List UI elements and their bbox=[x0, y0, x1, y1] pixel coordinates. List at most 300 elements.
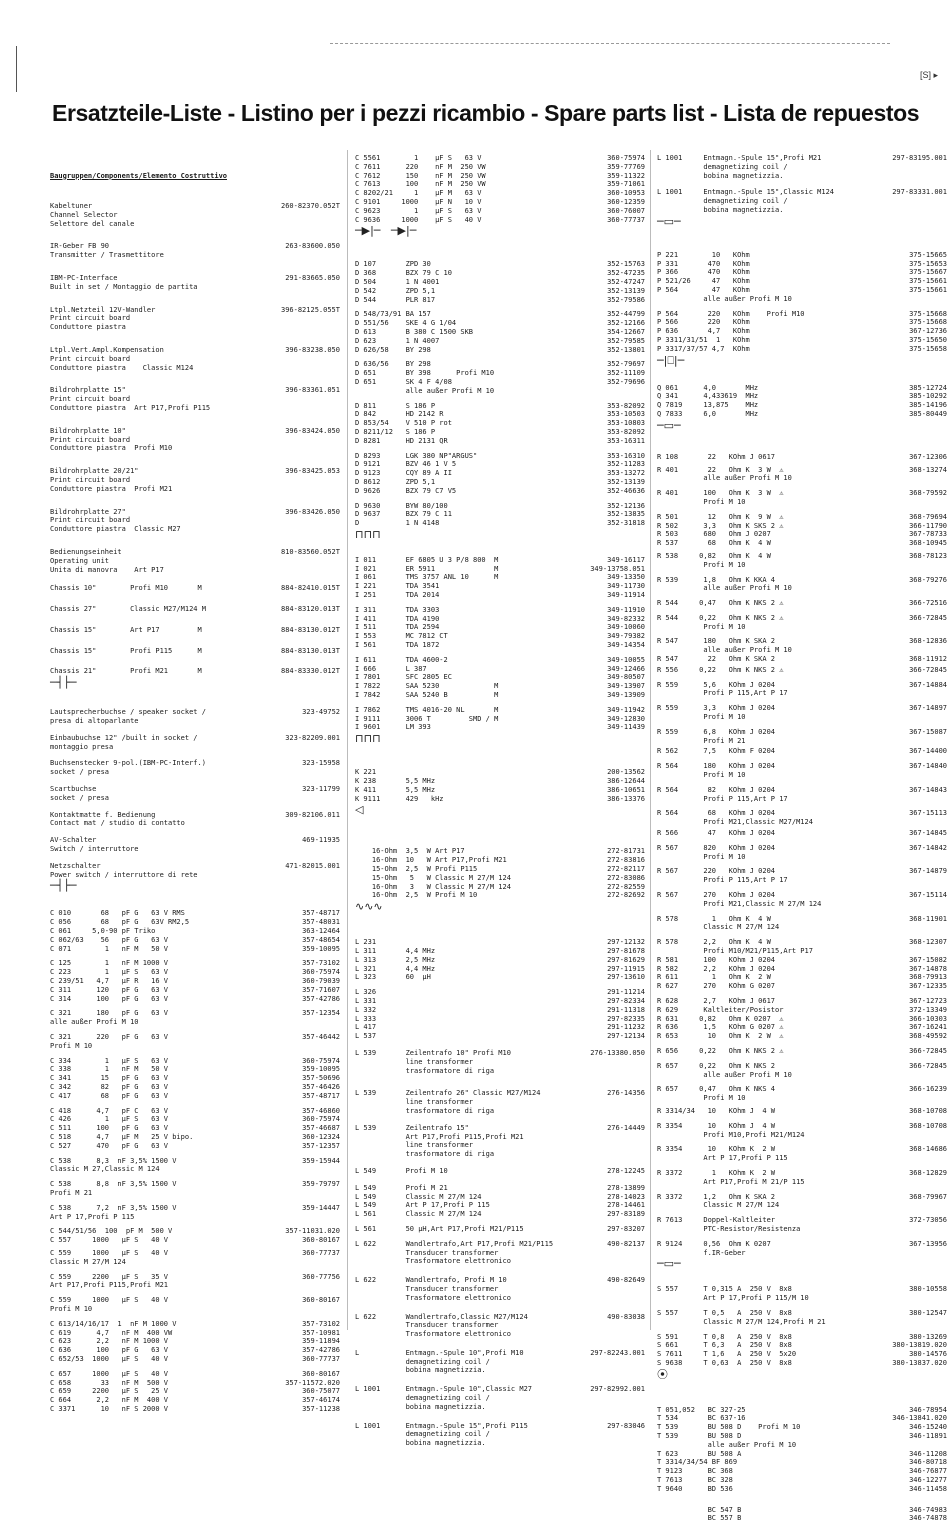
part-description: L 326 bbox=[355, 988, 377, 997]
part-description: D 548/73/91 BA 157 bbox=[355, 310, 431, 319]
part-description: R 3372 1,2 Ohm K SKA 2 Classic M 27/M 124 bbox=[657, 1192, 780, 1210]
fuse-symbol-icon: ─▭─ bbox=[657, 1257, 681, 1271]
part-entry bbox=[355, 847, 645, 856]
part-description: C 062/63 56 pF G 63 V bbox=[50, 935, 169, 944]
part-entry bbox=[355, 1089, 645, 1115]
part-entry bbox=[50, 1204, 340, 1222]
part-entry bbox=[657, 1062, 947, 1080]
part-description: Ltpl.Vert.Ampl.Kompensation Print circuit board Conduttore piastra Classic M124 bbox=[50, 345, 194, 372]
part-description: L Entmagn.-Spule 10",Profi M10 demagnetizing coil / bobina magnetizzia. bbox=[355, 1348, 524, 1375]
part-description: R 401 22 Ohm K 3 W ⚠ alle außer Profi M 10 bbox=[657, 465, 792, 483]
part-entry bbox=[355, 310, 645, 319]
part-description: IR-Geber FB 90 Transmitter / Trasmettitore bbox=[50, 242, 164, 260]
part-number: 357-48031 bbox=[302, 918, 340, 927]
part-entry bbox=[355, 883, 645, 892]
part-entry bbox=[657, 1406, 947, 1415]
part-entry bbox=[50, 242, 340, 260]
part-description: D 9637 BZX 79 C 11 bbox=[355, 510, 452, 519]
part-entry bbox=[50, 1074, 340, 1083]
part-description: C 9636 1000 µF S 40 V bbox=[355, 215, 482, 224]
part-entry bbox=[657, 1169, 947, 1187]
part-number: 359-10095 bbox=[302, 944, 340, 953]
part-entry bbox=[355, 973, 645, 982]
part-description: R 582 2,2 KOhm J 0204 bbox=[657, 964, 776, 973]
part-number: 360-80167 bbox=[302, 1236, 340, 1245]
part-description: C 8202/21 1 µF M 63 V bbox=[355, 189, 482, 198]
part-description: L 539 Zeilentrafo 10" Profi M10 line transformer trasformatore di riga bbox=[355, 1048, 511, 1075]
part-entry bbox=[657, 345, 947, 354]
part-number: 354-12667 bbox=[607, 327, 645, 336]
part-description: R 7613 Doppel-Kaltleiter PTC-Resistor/Resistenza bbox=[657, 1216, 801, 1233]
part-number: 349-11910 bbox=[607, 605, 645, 614]
part-description: Ltpl.Netzteil 12V-Wandler Print circuit board Conduttore piastra bbox=[50, 305, 156, 332]
part-description: C 511 100 pF G 63 V bbox=[50, 1124, 169, 1133]
part-entry bbox=[657, 1458, 947, 1467]
part-entry bbox=[657, 844, 947, 862]
part-description: R 653 10 Ohm K 2 W ⚠ bbox=[657, 1032, 784, 1041]
part-entry bbox=[355, 519, 645, 528]
part-description: L 321 4,4 MHz bbox=[355, 964, 436, 973]
part-number: 357-48654 bbox=[302, 935, 340, 944]
part-number: 375-15665 bbox=[909, 250, 947, 259]
part-number: 357-11031.020 bbox=[285, 1227, 340, 1236]
part-description: L 1001 Entmagn.-Spule 15",Classic M124 demagnetizing coil / bobina magnetizzia. bbox=[657, 188, 835, 214]
part-entry bbox=[355, 1006, 645, 1015]
part-entry bbox=[657, 867, 947, 885]
part-entry bbox=[50, 548, 340, 574]
part-entry bbox=[657, 1122, 947, 1140]
part-entry bbox=[50, 968, 340, 977]
part-description: T 9123 BC 368 bbox=[657, 1467, 733, 1476]
part-entry bbox=[657, 1476, 947, 1485]
part-entry bbox=[355, 278, 645, 287]
part-number: 349-11942 bbox=[607, 705, 645, 714]
part-number: 469-11935 bbox=[302, 836, 340, 845]
part-entry bbox=[50, 667, 340, 676]
part-description: D 504 1 N 4001 bbox=[355, 277, 440, 286]
part-description: L 539 Zeilentrafo 15" Art P17,Profi P115,Profi M21 line transformer trasformatore di riga bbox=[355, 1123, 524, 1159]
part-number: 386-12644 bbox=[607, 777, 645, 786]
part-entry bbox=[355, 1240, 645, 1266]
part-entry bbox=[355, 216, 645, 225]
part-number: 367-14400 bbox=[909, 747, 947, 756]
part-number: 276-14356 bbox=[607, 1089, 645, 1098]
part-entry bbox=[657, 1359, 947, 1368]
part-number: 357-12357 bbox=[302, 1141, 340, 1150]
part-entry bbox=[355, 260, 645, 269]
part-description: R 567 220 KOhm J 0204 Profi P 115,Art P 17 bbox=[657, 867, 788, 885]
part-description: L 561 50 µH,Art P17,Profi M21/P115 bbox=[355, 1224, 524, 1233]
part-number: 352-79585 bbox=[607, 336, 645, 345]
part-number: 346-74878 bbox=[909, 1514, 947, 1523]
part-number: 368-12836 bbox=[909, 637, 947, 646]
part-description: R 9124 0,56 Ohm K 0207 f.IR-Geber bbox=[657, 1239, 771, 1257]
part-number: 297-11915 bbox=[607, 964, 645, 973]
part-description: C 321 220 pF G 63 V Profi M 10 bbox=[50, 1033, 169, 1050]
part-number: 360-75974 bbox=[302, 1115, 340, 1124]
part-entry bbox=[355, 632, 645, 641]
part-number: 368-10945 bbox=[909, 539, 947, 548]
part-entry bbox=[50, 1107, 340, 1116]
part-entry bbox=[657, 251, 947, 260]
part-number: 367-13956 bbox=[909, 1239, 947, 1248]
part-description: 15-Ohm 5 W Classic M 27/M 124 bbox=[355, 873, 511, 882]
part-entry bbox=[355, 938, 645, 947]
part-number: 291-11318 bbox=[607, 1005, 645, 1014]
part-description: D 613 B 380 C 1500 SKB bbox=[355, 327, 474, 336]
part-entry bbox=[355, 565, 645, 574]
part-number: 368-79276 bbox=[909, 575, 947, 584]
part-number: 367-15082 bbox=[909, 955, 947, 964]
part-entry bbox=[50, 945, 340, 954]
part-number: 368-13274 bbox=[909, 465, 947, 474]
part-description: Q 7833 6,0 MHz bbox=[657, 409, 759, 418]
part-number: 349-13907 bbox=[607, 682, 645, 691]
part-number: 357-11572.020 bbox=[285, 1378, 340, 1387]
part-description: D 9626 BZX 79 C7 V5 bbox=[355, 486, 457, 495]
part-entry bbox=[657, 1240, 947, 1258]
part-entry bbox=[657, 956, 947, 965]
part-number: 375-15661 bbox=[909, 277, 947, 286]
part-description: C 559 1000 µF S 40 V Profi M 10 bbox=[50, 1296, 169, 1313]
part-description: Bildrohrplatte 10" Print circuit board Conduttore piastra Profi M10 bbox=[50, 426, 173, 453]
part-description: L 417 bbox=[355, 1023, 377, 1032]
part-number: 352-79696 bbox=[607, 377, 645, 386]
part-entry bbox=[657, 310, 947, 319]
part-description: R 501 12 Ohm K 9 W ⚠ bbox=[657, 512, 784, 521]
part-number: 359-15944 bbox=[302, 1156, 340, 1165]
part-description: I 553 MC 7812 CT bbox=[355, 632, 448, 641]
part-entry bbox=[657, 681, 947, 699]
part-description: R 657 0,47 Ohm K NKS 4 Profi M 10 bbox=[657, 1085, 776, 1103]
part-number: 386-10651 bbox=[607, 785, 645, 794]
part-description: T 051,052 BC 327-25 bbox=[657, 1405, 746, 1414]
part-number: 352-13139 bbox=[607, 477, 645, 486]
part-entry bbox=[657, 637, 947, 655]
part-entry bbox=[355, 402, 645, 411]
part-entry bbox=[657, 1514, 947, 1523]
part-entry bbox=[657, 1414, 947, 1423]
part-number: 349-82332 bbox=[607, 614, 645, 623]
part-entry bbox=[50, 1387, 340, 1396]
part-entry bbox=[355, 1422, 645, 1448]
part-number: 349-13909 bbox=[607, 691, 645, 700]
part-number: 367-14842 bbox=[909, 843, 947, 852]
part-entry bbox=[657, 1015, 947, 1024]
part-description: 16-Ohm 3,5 W Art P17 bbox=[355, 847, 465, 856]
part-entry bbox=[355, 378, 645, 396]
part-entry bbox=[657, 336, 947, 345]
part-number: 291-83665.050 bbox=[285, 273, 340, 282]
part-entry bbox=[355, 502, 645, 511]
part-entry bbox=[657, 1485, 947, 1494]
part-description: P 221 10 KOhm bbox=[657, 250, 750, 259]
part-description: C 125 1 nF M 1000 V bbox=[50, 959, 169, 968]
part-number: 353-10503 bbox=[607, 410, 645, 419]
part-number: 884-83130.012T bbox=[280, 625, 340, 634]
part-number: 360-80167 bbox=[302, 1369, 340, 1378]
part-entry bbox=[50, 927, 340, 936]
part-description: C 559 1000 µF S 40 V Classic M 27/M 124 bbox=[50, 1248, 169, 1266]
part-description: L 332 bbox=[355, 1005, 377, 1014]
part-number: 352-11283 bbox=[607, 460, 645, 469]
part-entry bbox=[50, 986, 340, 995]
part-number: 352-44799 bbox=[607, 310, 645, 319]
part-description: K 411 5,5 MHz bbox=[355, 785, 436, 794]
part-number: 359-10095 bbox=[302, 1065, 340, 1074]
part-entry bbox=[50, 1065, 340, 1074]
part-entry bbox=[355, 319, 645, 328]
part-description: R 628 2,7 KOhm J 0617 bbox=[657, 996, 776, 1005]
part-description: R 578 1 Ohm K 4 W Classic M 27/M 124 bbox=[657, 914, 780, 932]
part-number: 366-10303 bbox=[909, 1014, 947, 1023]
part-entry bbox=[657, 268, 947, 277]
part-number: 380-10558 bbox=[909, 1285, 947, 1294]
part-entry bbox=[50, 202, 340, 228]
part-number: 272-82692 bbox=[607, 891, 645, 900]
part-number: 297-12134 bbox=[607, 1032, 645, 1041]
part-entry bbox=[50, 1115, 340, 1124]
part-number: 380-13819.020 bbox=[892, 1341, 947, 1350]
part-number: 357-42786 bbox=[302, 1346, 340, 1355]
part-description: I 666 L 387 bbox=[355, 664, 427, 673]
part-number: 368-12829 bbox=[909, 1168, 947, 1177]
part-entry bbox=[657, 1006, 947, 1015]
part-description: 15-Ohm 2,5 W Profi P115 bbox=[355, 865, 478, 874]
part-number: 884-83120.013T bbox=[280, 605, 340, 614]
part-description: D 9630 BYW 80/100 bbox=[355, 501, 448, 510]
part-number: 349-14354 bbox=[607, 641, 645, 650]
part-number: 349-11730 bbox=[607, 582, 645, 591]
part-entry bbox=[657, 1216, 947, 1234]
part-number: 272-83086 bbox=[607, 873, 645, 882]
part-description: L 323 60 µH bbox=[355, 973, 431, 982]
part-number: 357-73102 bbox=[302, 959, 340, 968]
part-description: Bildrohrplatte 15" Print circuit board Conduttore piastra Art P17,Profi P115 bbox=[50, 386, 211, 412]
part-description: D 544 PLR 817 bbox=[355, 295, 436, 304]
part-entry bbox=[355, 641, 645, 650]
part-entry bbox=[355, 1124, 645, 1159]
part-entry bbox=[355, 269, 645, 278]
part-entry bbox=[657, 747, 947, 756]
part-description: D 8211/12 S 186 P bbox=[355, 427, 436, 436]
part-entry bbox=[50, 759, 340, 777]
part-number: 360-75974 bbox=[302, 1056, 340, 1065]
part-entry bbox=[355, 452, 645, 461]
part-description: I 021 ER 5911 M bbox=[355, 564, 499, 573]
part-description: R 547 22 Ohm K SKA 2 bbox=[657, 655, 776, 664]
part-number: 884-83330.012T bbox=[280, 667, 340, 676]
part-description: T 539 BU 508 D Profi M 10 bbox=[657, 1423, 801, 1432]
part-number: 352-47247 bbox=[607, 277, 645, 286]
part-description: R 562 7,5 KOhm F 0204 bbox=[657, 747, 776, 756]
part-description: Lautsprecherbuchse / speaker socket / presa di altoparlante bbox=[50, 708, 206, 726]
column-divider bbox=[347, 150, 348, 1330]
part-number: 368-79694 bbox=[909, 512, 947, 521]
part-number: 353-13272 bbox=[607, 469, 645, 478]
part-description: D 626/58 BY 298 bbox=[355, 345, 431, 354]
part-description: 16-Ohm 10 W Art P17,Profi M21 bbox=[355, 856, 507, 865]
part-number: 260-82370.052T bbox=[280, 201, 340, 210]
part-entry bbox=[50, 1329, 340, 1338]
part-entry bbox=[50, 785, 340, 803]
part-description: 16-Ohm 2,5 W Profi M 10 bbox=[355, 891, 478, 900]
part-description: D 9123 CQY 89 A II bbox=[355, 469, 452, 478]
part-description: I 251 TDA 2014 bbox=[355, 591, 440, 600]
part-number: 357-10981 bbox=[302, 1328, 340, 1337]
part-entry bbox=[50, 1320, 340, 1329]
part-description: I 9601 LM 393 bbox=[355, 723, 431, 732]
part-description: S 7611 T 1,6 A 250 V 5x20 bbox=[657, 1350, 797, 1359]
part-number: 297-12132 bbox=[607, 938, 645, 947]
part-entry bbox=[355, 573, 645, 582]
part-number: 349-80507 bbox=[607, 673, 645, 682]
part-number: 490-83038 bbox=[607, 1312, 645, 1321]
part-number: 359-79797 bbox=[302, 1180, 340, 1189]
part-entry bbox=[657, 384, 947, 393]
part-description: D 811 S 186 P bbox=[355, 401, 436, 410]
part-description: D 842 HD 2142 R bbox=[355, 410, 444, 419]
part-number: 366-72845 bbox=[909, 1046, 947, 1055]
part-description: R 547 180 Ohm K SKA 2 alle außer Profi M 10 bbox=[657, 637, 792, 655]
part-number: 368-11901 bbox=[909, 914, 947, 923]
part-description: R 3354 10 KOhm J 4 W Profi M10,Profi M21/M124 bbox=[657, 1121, 805, 1139]
part-description: C 338 1 nF M 50 V bbox=[50, 1065, 169, 1074]
part-entry bbox=[50, 1346, 340, 1355]
part-entry bbox=[355, 623, 645, 632]
part-description: L 537 bbox=[355, 1032, 377, 1041]
part-entry bbox=[355, 287, 645, 296]
part-entry bbox=[657, 318, 947, 327]
part-entry bbox=[50, 1337, 340, 1346]
part-number: 366-72845 bbox=[909, 613, 947, 622]
part-description: I 311 TDA 3303 bbox=[355, 605, 440, 614]
part-number: 367-12306 bbox=[909, 452, 947, 461]
part-entry bbox=[657, 728, 947, 746]
part-description: C 061 5,0-90 pF Triko bbox=[50, 927, 156, 936]
part-entry bbox=[50, 811, 340, 829]
part-entry bbox=[50, 1057, 340, 1066]
part-number: 368-11912 bbox=[909, 655, 947, 664]
part-number: 353-10803 bbox=[607, 419, 645, 428]
part-entry bbox=[355, 296, 645, 305]
part-description: K 238 5,5 MHz bbox=[355, 777, 436, 786]
part-number: 375-15653 bbox=[909, 259, 947, 268]
part-number: 346-11208 bbox=[909, 1449, 947, 1458]
part-description: R 611 1 Ohm K 2 W bbox=[657, 973, 771, 982]
part-number: 368-14686 bbox=[909, 1145, 947, 1154]
part-description: D 853/54 V 510 P rot bbox=[355, 419, 452, 428]
part-description: Kontaktmatte f. Bedienung Contact mat / studio di contatto bbox=[50, 810, 185, 828]
part-description: R 631 0,82 Ohm K 0207 ⚠ bbox=[657, 1014, 784, 1023]
part-entry bbox=[355, 346, 645, 355]
part-entry bbox=[50, 995, 340, 1004]
part-number: 357-48717 bbox=[302, 1091, 340, 1100]
part-number: 367-12335 bbox=[909, 982, 947, 991]
part-description: BC 557 B bbox=[657, 1514, 742, 1523]
part-description: S 591 T 0,8 A 250 V 8x8 bbox=[657, 1332, 792, 1341]
ic-symbol-icon: ⊓⊓⊓ bbox=[355, 527, 381, 541]
part-description: C 658 33 nF M 500 V bbox=[50, 1378, 169, 1387]
part-number: 368-78123 bbox=[909, 551, 947, 560]
resistor-symbol-icon: ─▭─ bbox=[657, 214, 681, 228]
part-entry bbox=[355, 337, 645, 346]
part-number: 385-12724 bbox=[909, 383, 947, 392]
part-entry bbox=[50, 1405, 340, 1414]
part-description: I 611 TDA 4600-2 bbox=[355, 655, 448, 664]
part-number: 349-12830 bbox=[607, 714, 645, 723]
part-description: P 636 4,7 KOhm bbox=[657, 327, 750, 336]
part-number: 272-83816 bbox=[607, 856, 645, 865]
part-description: T 623 BU 508 A bbox=[657, 1449, 742, 1458]
part-description: C 657 1000 µF S 40 V bbox=[50, 1369, 169, 1378]
part-number: 272-82559 bbox=[607, 882, 645, 891]
part-description: D 651 BY 398 Profi M10 bbox=[355, 369, 495, 378]
part-number: 396-83238.050 bbox=[285, 345, 340, 354]
part-description: D 8612 ZPD 5,1 bbox=[355, 477, 436, 486]
part-description: I 7842 SAA 5240 B M bbox=[355, 691, 499, 700]
part-description: P 3317/37/57 4,7 KOhm bbox=[657, 344, 750, 353]
part-entry bbox=[657, 655, 947, 664]
part-entry bbox=[657, 453, 947, 462]
part-number: 323-15958 bbox=[302, 759, 340, 768]
part-number: 352-47235 bbox=[607, 269, 645, 278]
part-number: 263-83600.050 bbox=[285, 242, 340, 251]
part-description: I 7801 SFC 2805 EC bbox=[355, 673, 452, 682]
part-number: 357-71607 bbox=[302, 985, 340, 994]
part-number: 278-12245 bbox=[607, 1166, 645, 1175]
part-number: 367-15114 bbox=[909, 891, 947, 900]
part-entry bbox=[355, 1023, 645, 1032]
part-entry bbox=[50, 1355, 340, 1364]
parts-column-1 bbox=[50, 154, 340, 1414]
part-number: 357-73102 bbox=[302, 1319, 340, 1328]
part-description: R 401 100 Ohm K 3 W ⚠ Profi M 10 bbox=[657, 489, 784, 506]
part-description: R 3372 1 KOhm K 2 W Art P17,Profi M 21/P 115 bbox=[657, 1168, 805, 1186]
part-entry bbox=[355, 180, 645, 189]
part-number: 291-11232 bbox=[607, 1023, 645, 1032]
part-number: 297-82992.001 bbox=[590, 1385, 645, 1394]
part-number: 367-14879 bbox=[909, 867, 947, 876]
part-description: S 661 T 6,3 A 250 V 8x8 bbox=[657, 1341, 792, 1350]
part-description: I 7822 SAA 5230 M bbox=[355, 682, 499, 691]
part-entry bbox=[50, 605, 340, 614]
part-number: 309-82106.011 bbox=[285, 810, 340, 819]
part-number: 353-82092 bbox=[607, 427, 645, 436]
part-description: C 7611 220 nF M 250 VW bbox=[355, 162, 486, 171]
part-description: C 3371 10 nF S 2000 V bbox=[50, 1404, 169, 1413]
part-entry bbox=[657, 982, 947, 991]
part-entry bbox=[50, 584, 340, 593]
part-description: R 564 68 KOhm J 0204 Profi M21,Classic M27/M124 bbox=[657, 809, 813, 827]
part-description: L 311 4,4 MHz bbox=[355, 947, 436, 955]
part-entry bbox=[355, 865, 645, 874]
part-entry bbox=[50, 427, 340, 453]
part-description: R 578 2,2 Ohm K 4 W Profi M10/M21/P115,Art P17 bbox=[657, 938, 813, 955]
part-number: 367-15087 bbox=[909, 727, 947, 736]
part-description: Q 061 4,0 MHz bbox=[657, 383, 759, 392]
part-number: 276-14449 bbox=[607, 1123, 645, 1132]
part-number: 375-15650 bbox=[909, 335, 947, 344]
part-description: R 559 5,6 KOhm J 0204 Profi P 115,Art P 17 bbox=[657, 680, 788, 698]
part-entry bbox=[355, 1193, 645, 1202]
part-description: C 5561 1 µF S 63 V bbox=[355, 154, 482, 162]
part-description: R 537 68 Ohm K 4 W bbox=[657, 539, 771, 548]
part-description: L 549 Profi M 21 bbox=[355, 1183, 448, 1192]
part-description: Bedienungseinheit Operating unit Unita di manovra Art P17 bbox=[50, 547, 164, 574]
part-description: R 544 0,22 Ohm K NKS 2 ⚠ Profi M 10 bbox=[657, 613, 784, 631]
part-entry bbox=[355, 1032, 645, 1041]
